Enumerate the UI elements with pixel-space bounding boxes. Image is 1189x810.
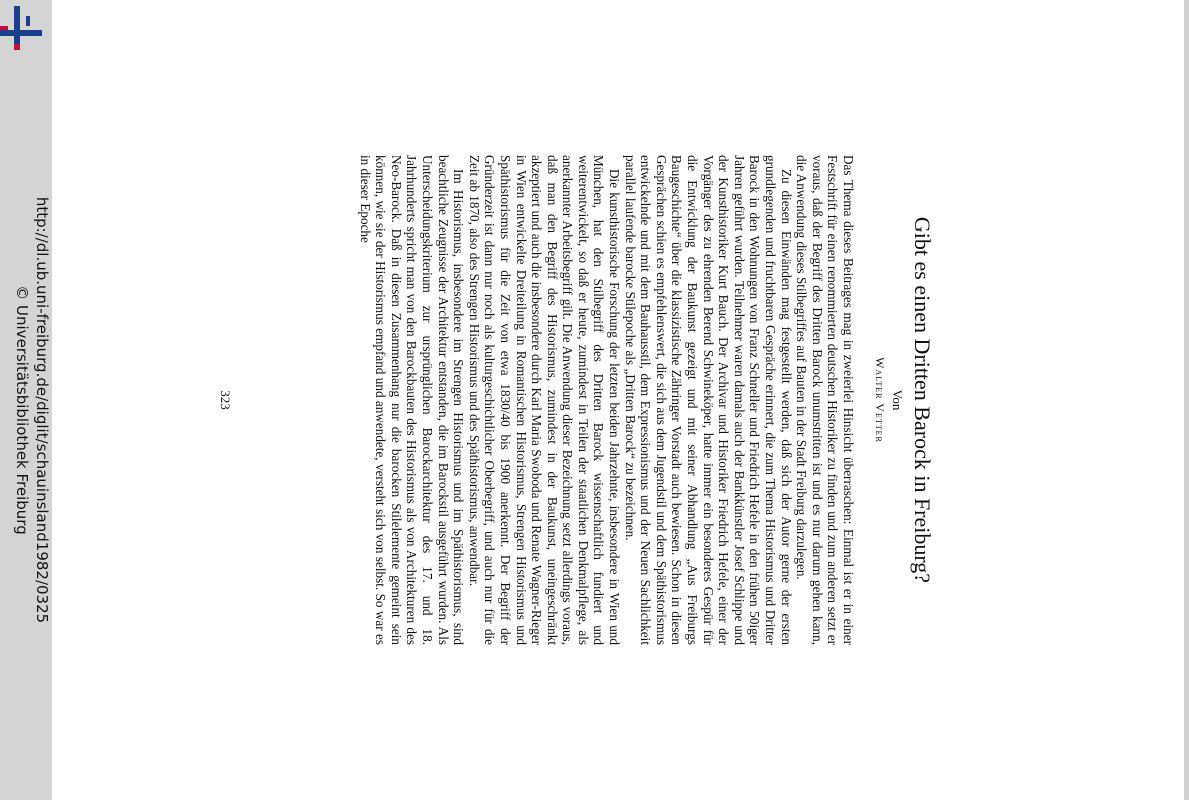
scanned-page — [215, 155, 935, 645]
byline-von: Von — [890, 389, 905, 411]
viewer-source-caption — [0, 10, 52, 810]
copyright-note: © Universitätsbibliothek Freiburg — [13, 285, 31, 535]
paragraph: Die kunsthistorische Forschung der letzten beiden Jahrzehnte, insbesondere in Wien und München, hat den Stilbegriff des Dritten Barock wissenschaftlich fundiert und weiterentwickelt, so daß er heute, zumindest in Teilen der staatlichen Denkmalpflege, als anerkannter Arbeitsbegriff gilt. Die Anwendung dieser Bezeichnung setzt allerdings voraus, daß man den Begriff des Historismus, zumindest in der Baukunst, uneingeschränkt akzeptiert und auch die insbesondere durch Karl Maria Swoboda und Renate Wagner-Rieger in Wien entwickelte Dreiteilung in Romantischen Historismus, Strengen Historismus und Späthistorismus für die Zeit von etwa 1830/40 bis 1900 anerkennt. Der Begriff der Gründerzeit ist dann nur noch als kulturgeschichtlicher Oberbegriff, und auch nur für die Zeit ab 1870, also des Strengen Historismus und des Späthistorismus, anwendbar. — [466, 155, 623, 645]
right-scrollbar[interactable] — [1184, 0, 1189, 800]
paragraph: Im Historismus, insbesondere im Strengen Historismus und im Späthistorismus, sind beachtliche Zeugnisse der Architektur entstanden, die im Barockstil ausgeführt wurden. Als Unterscheidungskriterium zur ursprünglichen Barockarchitektur des 17. und 18. Jahrhunderts spricht man von den Barockbauten des Historismus als von Architekturen des Neo-Barock. Daß in diesen Zusammenhang nur die barocken Stilelemente gemeint sein können, wie sie der Historismus empfand und anwendete, versteht sich von selbst. So war es in dieser Epoche — [357, 155, 467, 645]
article-body — [357, 155, 856, 645]
article-title: Gibt es einen Dritten Barock in Freiburg? — [910, 216, 935, 584]
viewer-sidebar — [0, 0, 52, 800]
author-name: Walter Vetter — [873, 357, 887, 443]
page-number: 323 — [218, 390, 233, 410]
paragraph: Zu diesen Einwänden mag festgestellt werden, daß sich der Autor gerne der ersten grundlegenden und fruchtbaren Gespräche erinnert, die zum Thema Historismus und Dritter Barock in den Wohnungen von Franz Schneller und Friedrich Hefele in den frühen 50iger Jahren geführt wurden. Teilnehmer waren damals auch der Bankkünstler Josef Schlippe und der Kunsthistoriker Kurt Bauch. Der Archivar und Historiker Friedrich Hefele, einer der Vorgänger des zu ehrenden Berend Schwineköper, hatte immer ein besonderes Gespür für die Entwicklung der Baukunst gezeigt und mit seiner Abhandlung „Aus Freiburgs Baugeschichte“ über die klassizistische Zähringer Vorstadt auch bewiesen. Schon in diesen Gesprächen schien es empfehlenswert, die sich aus dem Jugendstil und dem Späthistorismus entwickelnde und mit dem Bauhausstil, dem Expressionismus und der Neuen Sachlichkeit parallel laufende barocke Stilepoche als „Dritten Barock“ zu bezeichnen. — [622, 155, 794, 645]
paragraph: Das Thema dieses Beitrages mag in zweierlei Hinsicht überraschen: Einmal ist er in einer Festschrift für einen renommierten deutschen Historiker zu finden und zum anderen setzt er voraus, daß der Begriff des Dritten Barock unumstritten ist und es nur darum gehen kann, die Anwendung dieses Stilbegriffes auf Bauten in der Stadt Freiburg darzulegen. — [794, 155, 856, 645]
source-url-link[interactable]: http://dl.ub.uni-freiburg.de/diglit/schauinsland1982/0325 — [33, 196, 51, 624]
